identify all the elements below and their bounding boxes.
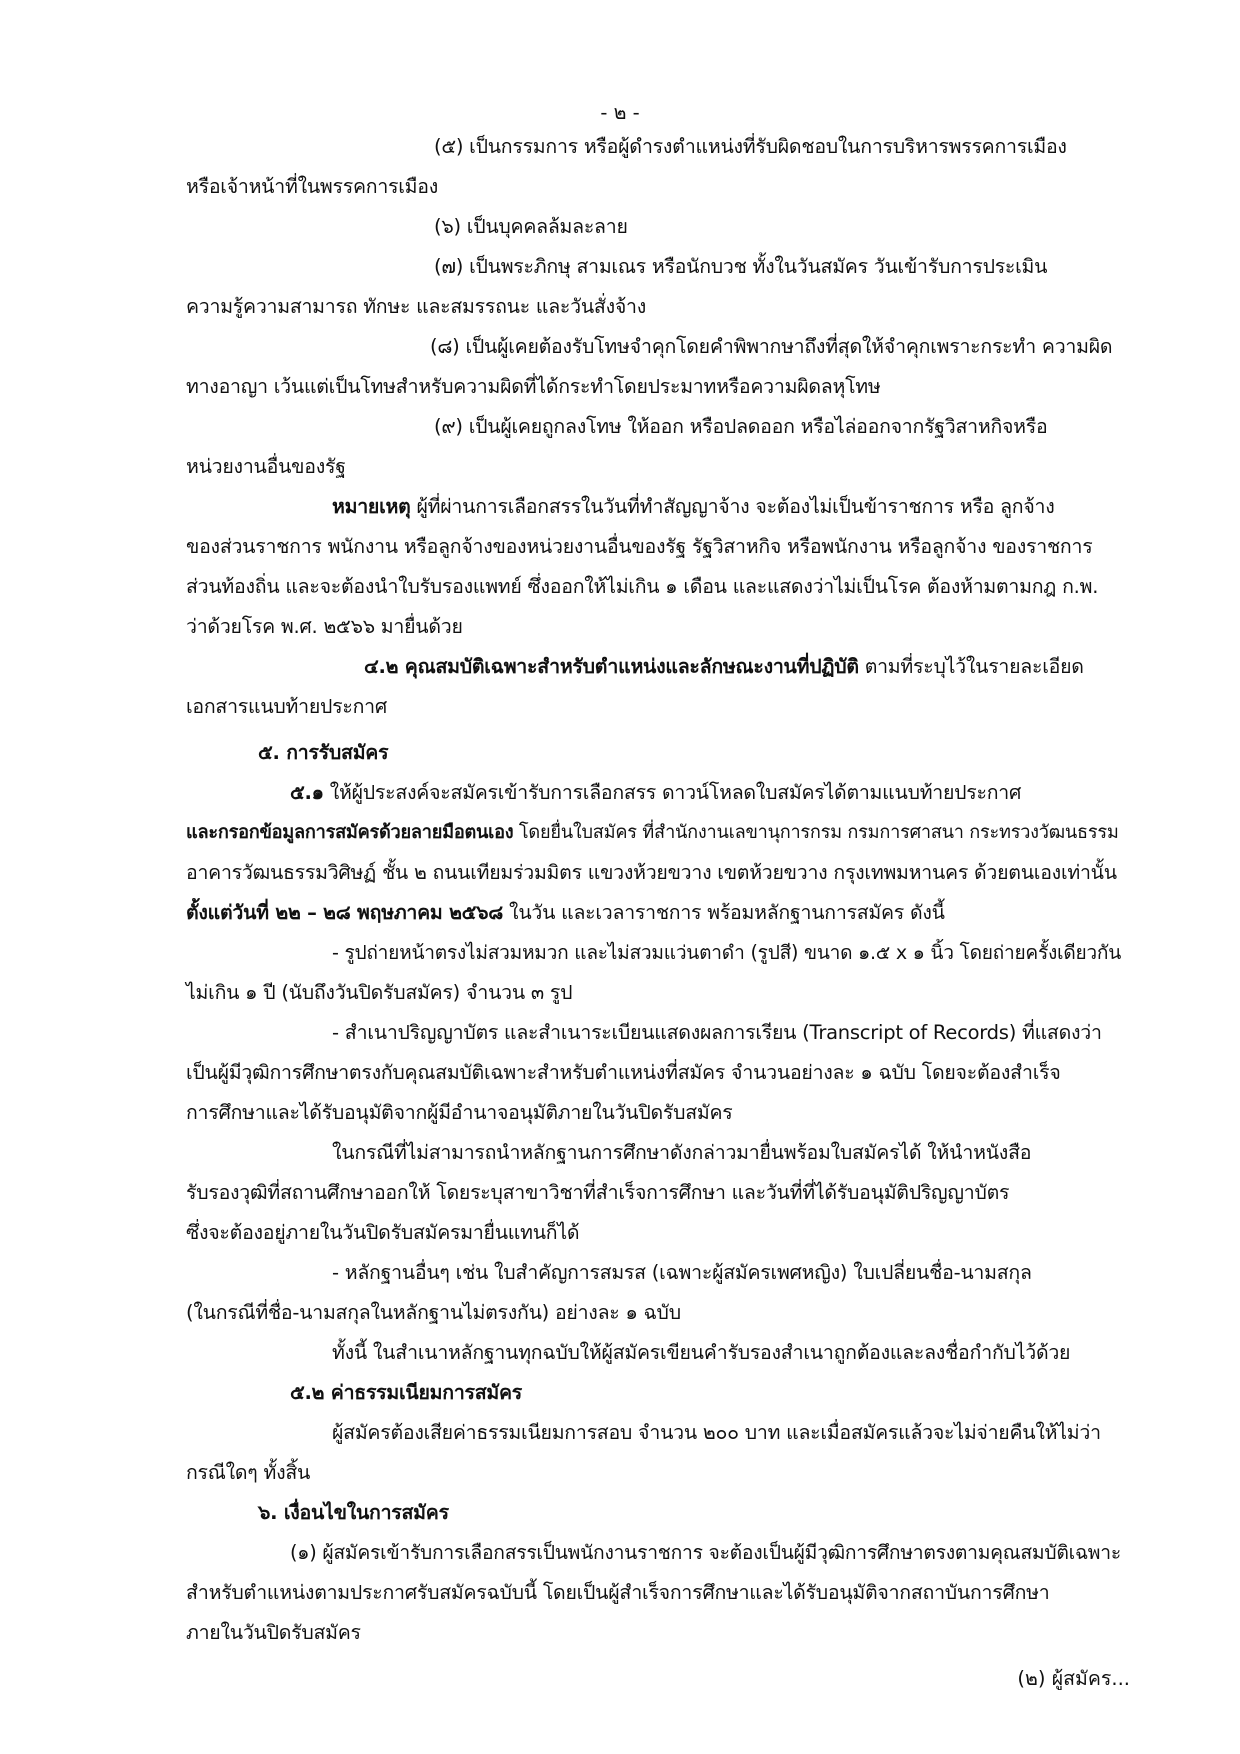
note-line3: ส่วนท้องถิ่น และจะต้องนำใบรับรองแพทย์ ซึ่งออกให้ไม่เกิน ๑ เดือน และแสดงว่าไม่เป็นโรค ต้องห้ามตามกฎ ก.พ. [186, 575, 1099, 598]
alt-proof-line2: รับรองวุฒิที่สถานศึกษาออกให้ โดยระบุสาขาวิชาที่สำเร็จการศึกษา และวันที่ที่ได้รับอนุมัติปริญญาบัตร [186, 1181, 1010, 1204]
condition-1-line3: ภายในวันปิดรับสมัคร [186, 1621, 361, 1644]
item8-line1: (๘) เป็นผู้เคยต้องรับโทษจำคุกโดยคำพิพากษาถึงที่สุดให้จำคุกเพราะกระทำ ความผิด [430, 335, 1113, 358]
section-5-1-line2 [186, 818, 1119, 848]
fee-line2: กรณีใดๆ ทั้งสิ้น [186, 1461, 311, 1484]
note-line4: ว่าด้วยโรค พ.ศ. ๒๕๖๖ มายื่นด้วย [186, 615, 463, 638]
degree-req-line2: เป็นผู้มีวุฒิการศึกษาตรงกับคุณสมบัติเฉพาะสำหรับตำแหน่งที่สมัคร จำนวนอย่างละ ๑ ฉบับ โดยจะต้องสำเร็จ [186, 1061, 1061, 1084]
page-number: - ๒ - [600, 101, 640, 124]
note-text: ผู้ที่ผ่านการเลือกสรรในวันที่ทำสัญญาจ้าง จะต้องไม่เป็นข้าราชการ หรือ ลูกจ้าง [410, 495, 1055, 518]
section-5-1-line4 [186, 898, 945, 928]
alt-proof-line1: ในกรณีที่ไม่สามารถนำหลักฐานการศึกษาดังกล่าวมายื่นพร้อมใบสมัครได้ ให้นำหนังสือ [332, 1141, 1032, 1164]
section-4-2-line2: เอกสารแนบท้ายประกาศ [186, 695, 387, 718]
section-5-1-text: ให้ผู้ประสงค์จะสมัครเข้ารับการเลือกสรร ดาวน์โหลดใบสมัครได้ตามแนบท้ายประกาศ [323, 781, 1022, 804]
item9-line2: หน่วยงานอื่นของรัฐ [186, 455, 346, 478]
certify-copies-line: ทั้งนี้ ในสำเนาหลักฐานทุกฉบับให้ผู้สมัครเขียนคำรับรองสำเนาถูกต้องและลงชื่อกำกับไว้ด้วย [332, 1341, 1071, 1364]
section-5-1-line1 [290, 778, 1021, 808]
item9-line1: (๙) เป็นผู้เคยถูกลงโทษ ให้ออก หรือปลดออก หรือไล่ออกจากรัฐวิสาหกิจหรือ [434, 415, 1048, 438]
other-docs-line2: (ในกรณีที่ชื่อ-นามสกุลในหลักฐานไม่ตรงกัน) อย่างละ ๑ ฉบับ [186, 1301, 681, 1324]
section-4-2-text: ตามที่ระบุไว้ในรายละเอียด [858, 655, 1084, 678]
other-docs-line1: - หลักฐานอื่นๆ เช่น ใบสำคัญการสมรส (เฉพาะผู้สมัครเพศหญิง) ใบเปลี่ยนชื่อ-นามสกุล [332, 1261, 1032, 1284]
section-5-2-heading: ๕.๒ ค่าธรรมเนียมการสมัคร [290, 1381, 523, 1404]
degree-req-line3: การศึกษาและได้รับอนุมัติจากผู้มีอำนาจอนุมัติภายในวันปิดรับสมัคร [186, 1101, 733, 1124]
item6-line: (๖) เป็นบุคคลล้มละลาย [434, 215, 628, 238]
section-4-2-line1 [364, 652, 1084, 682]
condition-1-line1: (๑) ผู้สมัครเข้ารับการเลือกสรรเป็นพนักงานราชการ จะต้องเป็นผู้มีวุฒิการศึกษาตรงตามคุณสมบัติเฉพาะ [290, 1541, 1121, 1564]
note-line1 [332, 492, 1054, 522]
section-4-2-heading: ๔.๒ คุณสมบัติเฉพาะสำหรับตำแหน่งและลักษณะงานที่ปฏิบัติ [364, 655, 859, 678]
condition-1-line2: สำหรับตำแหน่งตามประกาศรับสมัครฉบับนี้ โดยเป็นผู้สำเร็จการศึกษาและได้รับอนุมัติจากสถาบันการศึกษา [186, 1581, 1050, 1604]
alt-proof-line3: ซึ่งจะต้องอยู่ภายในวันปิดรับสมัครมายื่นแทนก็ได้ [186, 1221, 580, 1244]
item5-line2: หรือเจ้าหน้าที่ในพรรคการเมือง [186, 175, 438, 198]
handwritten-requirement: และกรอกข้อมูลการสมัครด้วยลายมือตนเอง [186, 822, 514, 843]
item8-line2: ทางอาญา เว้นแต่เป็นโทษสำหรับความผิดที่ได้กระทำโดยประมาทหรือความผิดลหุโทษ [186, 375, 881, 398]
section-5-1-line3: อาคารวัฒนธรรมวิศิษฏ์ ชั้น ๒ ถนนเทียมร่วมมิตร แขวงห้วยขวาง เขตห้วยขวาง กรุงเทพมหานคร ด้วยตนเองเท่านั้น [186, 861, 1117, 884]
item5-line1: (๕) เป็นกรรมการ หรือผู้ดำรงตำแหน่งที่รับผิดชอบในการบริหารพรรคการเมือง [434, 135, 1067, 158]
degree-req-line1: - สำเนาปริญญาบัตร และสำเนาระเบียนแสดงผลการเรียน (Transcript of Records) ที่แสดงว่า [332, 1021, 1102, 1044]
submission-place: โดยยื่นใบสมัคร ที่สำนักงานเลขานุการกรม กรมการศาสนา กระทรวงวัฒนธรรม [513, 822, 1119, 843]
continuation-marker: (๒) ผู้สมัคร... [1017, 1667, 1130, 1690]
item7-line1: (๗) เป็นพระภิกษุ สามเณร หรือนักบวช ทั้งในวันสมัคร วันเข้ารับการประเมิน [434, 255, 1048, 278]
note-line2: ของส่วนราชการ พนักงาน หรือลูกจ้างของหน่วยงานอื่นของรัฐ รัฐวิสาหกิจ หรือพนักงาน หรือลูกจ้าง ของราชการ [186, 535, 1093, 558]
section-5-heading: ๕. การรับสมัคร [258, 741, 389, 764]
fee-line1: ผู้สมัครต้องเสียค่าธรรมเนียมการสอบ จำนวน ๒๐๐ บาท และเมื่อสมัครแล้วจะไม่จ่ายคืนให้ไม่ว่า [332, 1421, 1101, 1444]
section-6-heading: ๖. เงื่อนไขในการสมัคร [258, 1501, 449, 1524]
section-5-1-number: ๕.๑ [290, 781, 324, 804]
item7-line2: ความรู้ความสามารถ ทักษะ และสมรรถนะ และวันสั่งจ้าง [186, 295, 646, 318]
note-label: หมายเหตุ [332, 495, 411, 518]
application-hours: ในวัน และเวลาราชการ พร้อมหลักฐานการสมัคร ดังนี้ [503, 901, 945, 924]
photo-req-line2: ไม่เกิน ๑ ปี (นับถึงวันปิดรับสมัคร) จำนวน ๓ รูป [186, 981, 573, 1004]
photo-req-line1: - รูปถ่ายหน้าตรงไม่สวมหมวก และไม่สวมแว่นตาดำ (รูปสี) ขนาด ๑.๕ x ๑ นิ้ว โดยถ่ายครั้งเดียวกัน [332, 941, 1122, 964]
application-dates: ตั้งแต่วันที่ ๒๒ – ๒๘ พฤษภาคม ๒๕๖๘ [186, 901, 504, 924]
